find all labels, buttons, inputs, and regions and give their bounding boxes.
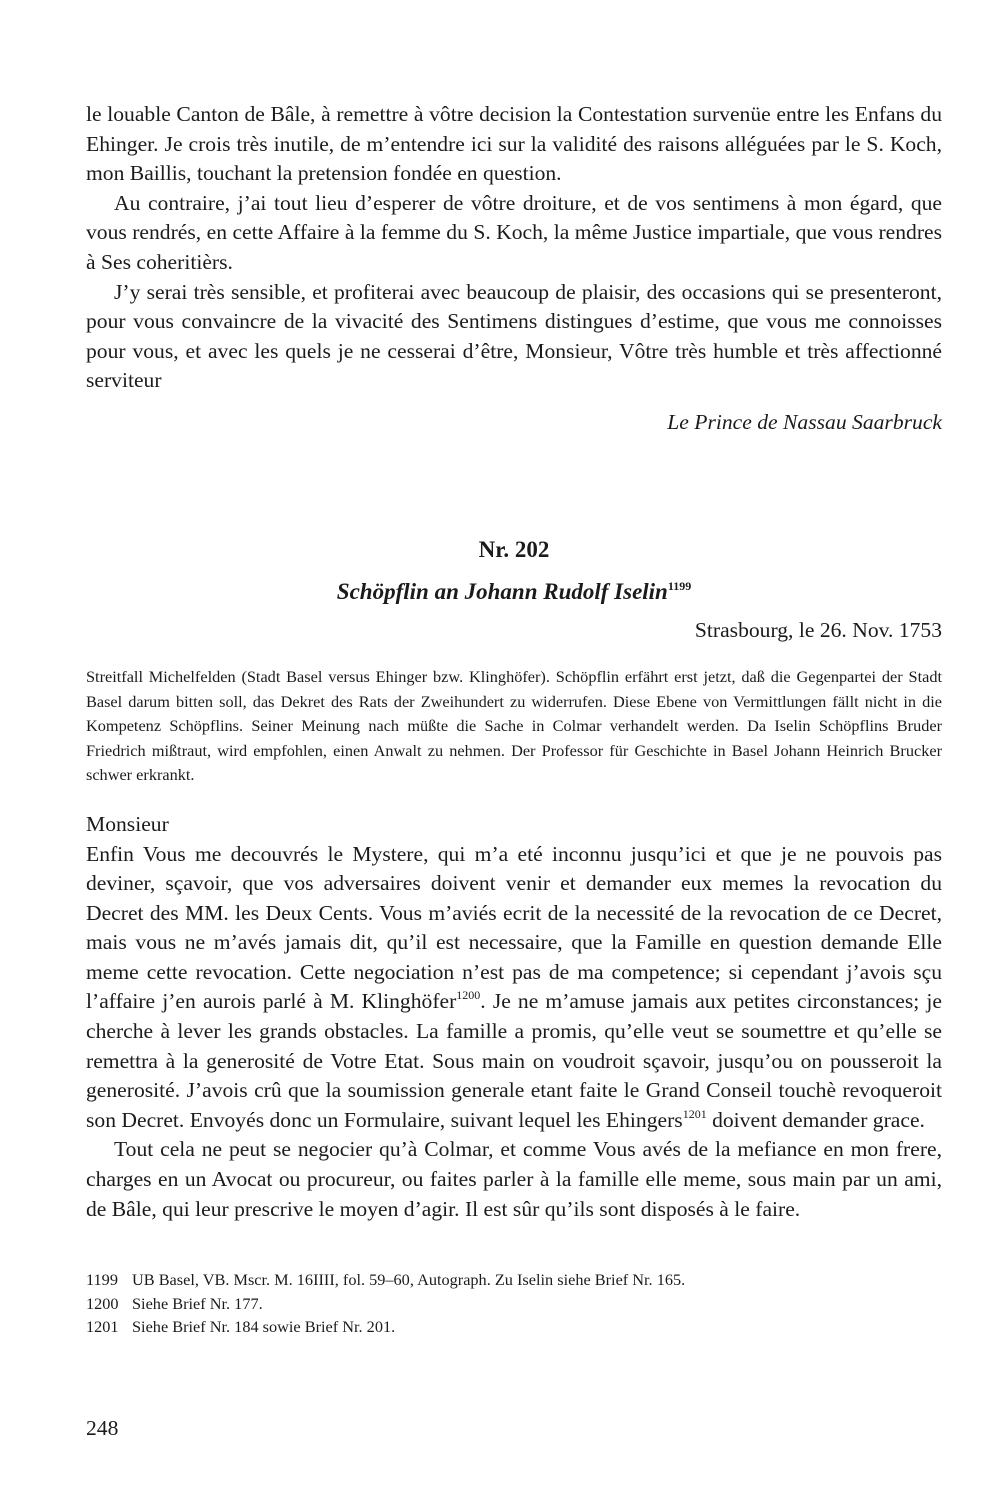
- letter-salutation: Monsieur: [86, 811, 169, 836]
- letter-paragraph: Tout cela ne peut se negocier qu’à Colmar, et comme Vous avés de la mefiance en mon frere, charges en un Avocat ou procureur, ou faites parler à la famille elle meme, sous main par un ami, de Bâle, qui leur prescrive le moyen d’agir. Il est sûr qu’ils sont disposés à le faire.: [86, 1137, 942, 1221]
- footnote-number: 1201: [86, 1317, 119, 1337]
- footnote-text: Siehe Brief Nr. 184 sowie Brief Nr. 201.: [132, 1317, 396, 1337]
- letter-paragraph: [86, 840, 942, 1136]
- footnote: [86, 1268, 942, 1292]
- continuation-paragraph: J’y serai très sensible, et profiterai avec beaucoup de plaisir, des occasions qui se presenteront, pour vous convaincre de la vivacité des Sentimens distingues d’estime, que vous me connoisses pour vous, et avec les quels je ne cesserai d’être, Monsieur, Vôtre très humble et très affectionné serviteur: [86, 279, 942, 393]
- page-number: 248: [86, 1416, 119, 1440]
- continuation-paragraph: Au contraire, j’ai tout lieu d’esperer de vôtre droiture, et de vos sentimens à mon égard, que vous rendrés, en cette Affaire à la femme du S. Koch, la même Justice impartiale, que vous rendres à Ses coheritièrs.: [86, 190, 942, 274]
- book-page: [86, 100, 942, 1339]
- letter-number-heading: Nr. 202: [478, 536, 550, 562]
- footnote: [86, 1292, 942, 1316]
- footnote-text: UB Basel, VB. Mscr. M. 16IIII, fol. 59–60, Autograph. Zu Iselin siehe Brief Nr. 165.: [132, 1270, 686, 1290]
- letter-summary: Streitfall Michelfelden (Stadt Basel versus Ehinger bzw. Klinghöfer). Schöpflin erfährt erst jetzt, daß die Gegenpartei der Stadt Basel darum bitten soll, das Dekret des Rats der Zweihundert zu widerrufen. Diese Ebene von Vermittlungen fällt nicht in die Kompetenz Schöpflins. Seiner Meinung nach müßte die Sache in Colmar verhandelt werden. Da Iselin Schöpflins Bruder Friedrich mißtraut, wird empfohlen, einen Anwalt zu nehmen. Der Professor für Geschichte in Basel Johann Heinrich Brucker schwer erkrankt.: [86, 666, 942, 785]
- paragraph-text: . Je ne m’amuse jamais aux petites circonstances; je cherche à lever les grands obstacles. La famille a promis, qu’elle veut se soumettre et qu’elle se remettra à la generosité de Votre Etat. Sous main on voudroit sçavoir, jusqu’ou on pousseroit la generosité. J’avois crû que la soumission generale etant faite le Grand Conseil touchè revoqueroit son Decret. Envoyés donc un Formulaire, suivant lequel les Ehingers: [86, 989, 942, 1132]
- footnote-ref: 1201: [682, 1106, 707, 1121]
- letter-title-heading: [86, 577, 942, 607]
- footnotes: [86, 1268, 942, 1339]
- footnote-number: 1200: [86, 1293, 119, 1313]
- previous-letter-continuation: [86, 100, 942, 437]
- paragraph-text: doivent demander grace.: [706, 1107, 925, 1132]
- footnote-ref: 1200: [456, 988, 481, 1003]
- letter-signature: Le Prince de Nassau Saarbruck: [667, 409, 942, 434]
- footnote: [86, 1315, 942, 1339]
- footnote-text: Siehe Brief Nr. 177.: [132, 1293, 263, 1313]
- paragraph-text: Enfin Vous me decouvrés le Mystere, qui m’a eté inconnu jusqu’ici et que je ne pouvois pas deviner, sçavoir, que vos adversaires doivent venir et demander eux memes la revocation du Decret des MM. les Deux Cents. Vous m’aviés ecrit de la necessité de la revocation de ce Decret, mais vous ne m’avés jamais dit, qu’il est necessaire, que la Famille en question demande Elle meme cette revocation. Cette negociation n’est pas de ma competence; si cependant j’avois sçu l’affaire j’en aurois parlé à M. Klinghöfer: [86, 841, 942, 1014]
- footnote-number: 1199: [86, 1270, 118, 1290]
- letter-202: [86, 535, 942, 1224]
- letter-dateline: Strasbourg, le 26. Nov. 1753: [694, 617, 942, 642]
- continuation-paragraph: le louable Canton de Bâle, à remettre à vôtre decision la Contestation survenüe entre les Enfans du Ehinger. Je crois très inutile, de m’entendre ici sur la validité des raisons alléguées par le S. Koch, mon Baillis, touchant la pretension fondée en question.: [86, 102, 942, 186]
- letter-title-text: Schöpflin an Johann Rudolf Iselin: [336, 578, 668, 604]
- footnote-ref: 1199: [667, 578, 692, 593]
